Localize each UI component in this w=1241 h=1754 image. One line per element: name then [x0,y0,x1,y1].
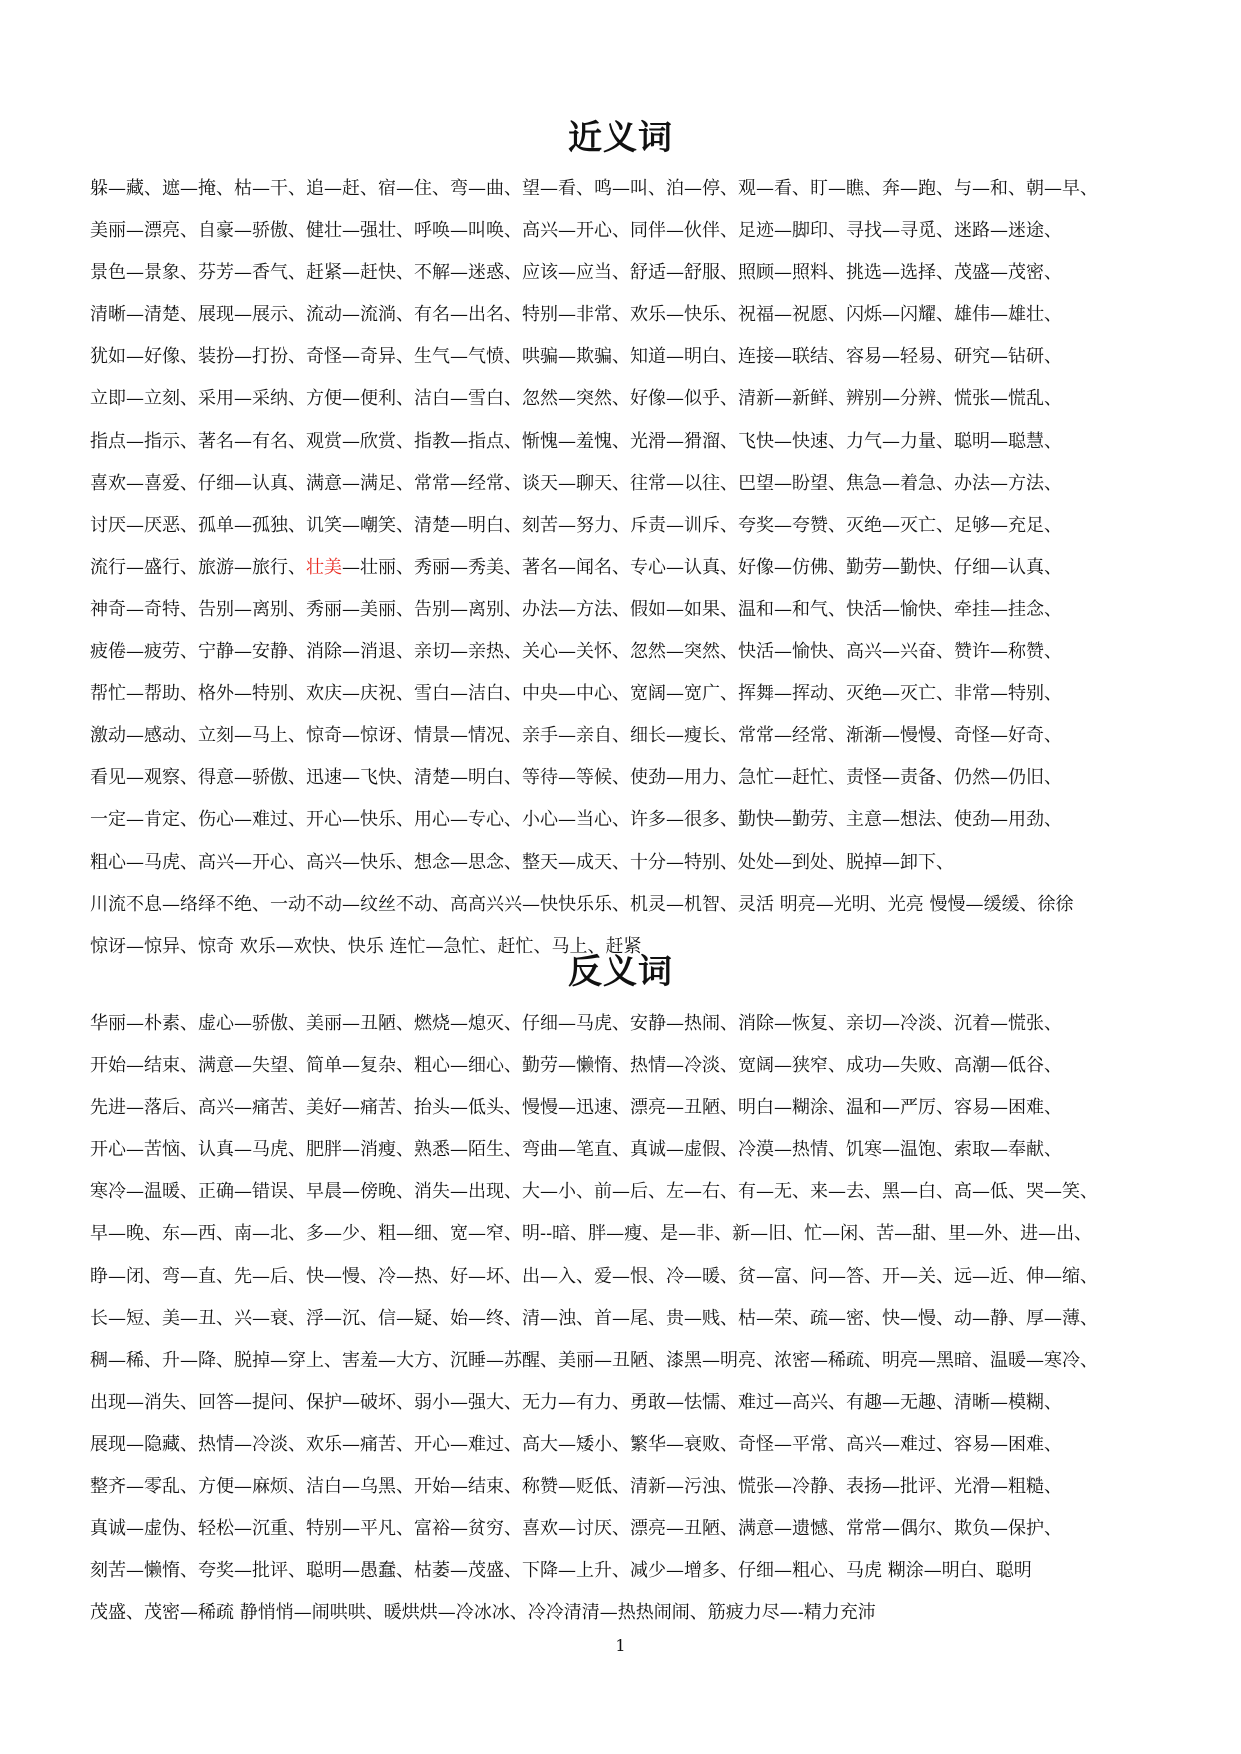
synonym-line-2: 美丽—漂亮、自豪—骄傲、健壮—强壮、呼唤—叫唤、高兴—开心、同伴—伙伴、足迹—脚印、寻找—寻觅、迷路—迷途、 [90,220,1062,242]
antonym-line-15: 茂盛、茂密—稀疏 静悄悄—闹哄哄、暖烘烘—冷冰冰、冷冷清清—热热闹闹、筋疲力尽—-精力充沛 [90,1602,876,1624]
synonym-line-9: 讨厌—厌恶、孤单—孤独、讥笑—嘲笑、清楚—明白、刻苦—努力、斥责—训斥、夸奖—夸赞、灭绝—灭亡、足够—充足、 [90,514,1062,536]
synonym-line-12: 疲倦—疲劳、宁静—安静、消除—消退、亲切—亲热、关心—关怀、忽然—突然、快活—愉快、高兴—兴奋、赞许—称赞、 [90,641,1062,663]
synonym-line-14: 激动—感动、立刻—马上、惊奇—惊讶、情景—情况、亲手—亲自、细长—瘦长、常常—经常、渐渐—慢慢、奇怪—好奇、 [90,725,1062,747]
antonym-line-5: 寒冷—温暖、正确—错误、早晨—傍晚、消失—出现、大—小、前—后、左—右、有—无、来—去、黑—白、高—低、哭—笑、 [90,1181,1098,1203]
antonym-line-7: 睁—闭、弯—直、先—后、快—慢、冷—热、好—坏、出—入、爱—恨、冷—暖、贫—富、问—答、开—关、远—近、伸—缩、 [90,1265,1098,1287]
synonym-line-6: 立即—立刻、采用—采纳、方便—便利、洁白—雪白、忽然—突然、好像—似乎、清新—新鲜、辨别—分辨、慌张—慌乱、 [90,388,1062,410]
highlighted-word: 壮美 [306,556,342,578]
antonym-line-13: 真诚—虚伪、轻松—沉重、特别—平凡、富裕—贫穷、喜欢—讨厌、漂亮—丑陋、满意—遗憾、常常—偶尔、欺负—保护、 [90,1518,1062,1540]
synonyms-block [90,168,1180,968]
antonym-line-11: 展现—隐藏、热情—冷淡、欢乐—痛苦、开心—难过、高大—矮小、繁华—衰败、奇怪—平常、高兴—难过、容易—困难、 [90,1433,1062,1455]
antonym-line-12: 整齐—零乱、方便—麻烦、洁白—乌黑、开始—结束、称赞—贬低、清新—污浊、慌张—冷静、表扬—批评、光滑—粗糙、 [90,1476,1062,1498]
synonym-line-1: 躲—藏、遮—掩、枯—干、追—赶、宿—住、弯—曲、望—看、鸣—叫、泊—停、观—看、盯—瞧、奔—跑、与—和、朝—早、 [90,178,1098,199]
antonym-line-9: 稠—稀、升—降、脱掉—穿上、害羞—大方、沉睡—苏醒、美丽—丑陋、漆黑—明亮、浓密—稀疏、明亮—黑暗、温暖—寒冷、 [90,1349,1098,1371]
synonym-line-19: 惊讶—惊异、惊奇 欢乐—欢快、快乐 连忙—急忙、赶忙、马上、赶紧 [90,935,642,957]
antonym-line-14: 刻苦—懒惰、夸奖—批评、聪明—愚蠢、枯萎—茂盛、下降—上升、减少—增多、仔细—粗心、马虎 糊涂—明白、聪明 [90,1560,1032,1582]
antonym-line-4: 开心—苦恼、认真—马虎、肥胖—消瘦、熟悉—陌生、弯曲—笔直、真诚—虚假、冷漠—热情、饥寒—温饱、索取—奉献、 [90,1139,1062,1161]
synonym-line-17: 粗心—马虎、高兴—开心、高兴—快乐、想念—思念、整天—成天、十分—特别、处处—到处、脱掉—卸下、 [90,851,954,873]
antonym-line-1: 华丽—朴素、虚心—骄傲、美丽—丑陋、燃烧—熄灭、仔细—马虎、安静—热闹、消除—恢复、亲切—冷淡、沉着—慌张、 [90,1013,1062,1034]
synonym-line-3: 景色—景象、芬芳—香气、赶紧—赶快、不解—迷惑、应该—应当、舒适—舒服、照顾—照料、挑选—选择、茂盛—茂密、 [90,262,1062,284]
synonym-line-18: 川流不息—络绎不绝、一动不动—纹丝不动、高高兴兴—快快乐乐、机灵—机智、灵活 明亮—光明、光亮 慢慢—缓缓、徐徐 [90,893,1074,915]
synonyms-heading: 近义词 [568,118,673,158]
page-number: 1 [615,1636,626,1655]
synonym-line-13: 帮忙—帮助、格外—特别、欢庆—庆祝、雪白—洁白、中央—中心、宽阔—宽广、挥舞—挥动、灭绝—灭亡、非常—特别、 [90,683,1062,705]
antonym-line-8: 长—短、美—丑、兴—衰、浮—沉、信—疑、始—终、清—浊、首—尾、贵—贱、枯—荣、疏—密、快—慢、动—静、厚—薄、 [90,1307,1098,1329]
synonym-line-11: 神奇—奇特、告别—离别、秀丽—美丽、告别—离别、办法—方法、假如—如果、温和—和气、快活—愉快、牵挂—挂念、 [90,598,1062,620]
synonym-line-4: 清晰—清楚、展现—展示、流动—流淌、有名—出名、特别—非常、欢乐—快乐、祝福—祝愿、闪烁—闪耀、雄伟—雄壮、 [90,304,1062,326]
antonym-line-10: 出现—消失、回答—提问、保护—破坏、弱小—强大、无力—有力、勇敢—怯懦、难过—高兴、有趣—无趣、清晰—模糊、 [90,1391,1062,1413]
antonym-line-3: 先进—落后、高兴—痛苦、美好—痛苦、抬头—低头、慢慢—迅速、漂亮—丑陋、明白—糊涂、温和—严厉、容易—困难、 [90,1097,1062,1119]
antonyms-heading: 反义词 [568,952,673,992]
synonym-line-10-end: —壮丽、秀丽—秀美、著名—闻名、专心—认真、好像—仿佛、勤劳—勤快、仔细—认真、 [342,556,1062,578]
antonym-line-6: 早—晚、东—西、南—北、多—少、粗—细、宽—窄、明--暗、胖—瘦、是—非、新—旧、忙—闲、苦—甜、里—外、进—出、 [90,1223,1093,1245]
antonyms-block [90,1003,1180,1634]
synonym-line-5: 犹如—好像、装扮—打扮、奇怪—奇异、生气—气愤、哄骗—欺骗、知道—明白、连接—联结、容易—轻易、研究—钻研、 [90,346,1062,368]
synonym-line-16: 一定—肯定、伤心—难过、开心—快乐、用心—专心、小心—当心、许多—很多、勤快—勤劳、主意—想法、使劲—用劲、 [90,809,1062,831]
synonym-line-8: 喜欢—喜爱、仔细—认真、满意—满足、常常—经常、谈天—聊天、往常—以往、巴望—盼望、焦急—着急、办法—方法、 [90,472,1062,494]
synonym-line-7: 指点—指示、著名—有名、观赏—欣赏、指教—指点、惭愧—羞愧、光滑—猾溜、飞快—快速、力气—力量、聪明—聪慧、 [90,430,1062,452]
antonym-line-2: 开始—结束、满意—失望、简单—复杂、粗心—细心、勤劳—懒惰、热情—冷淡、宽阔—狭窄、成功—失败、高潮—低谷、 [90,1055,1062,1077]
synonym-line-10 [90,547,1180,589]
synonym-line-15: 看见—观察、得意—骄傲、迅速—飞快、清楚—明白、等待—等候、使劲—用力、急忙—赶忙、责怪—责备、仍然—仍旧、 [90,767,1062,789]
synonym-line-10-start: 流行—盛行、旅游—旅行、 [90,556,306,578]
